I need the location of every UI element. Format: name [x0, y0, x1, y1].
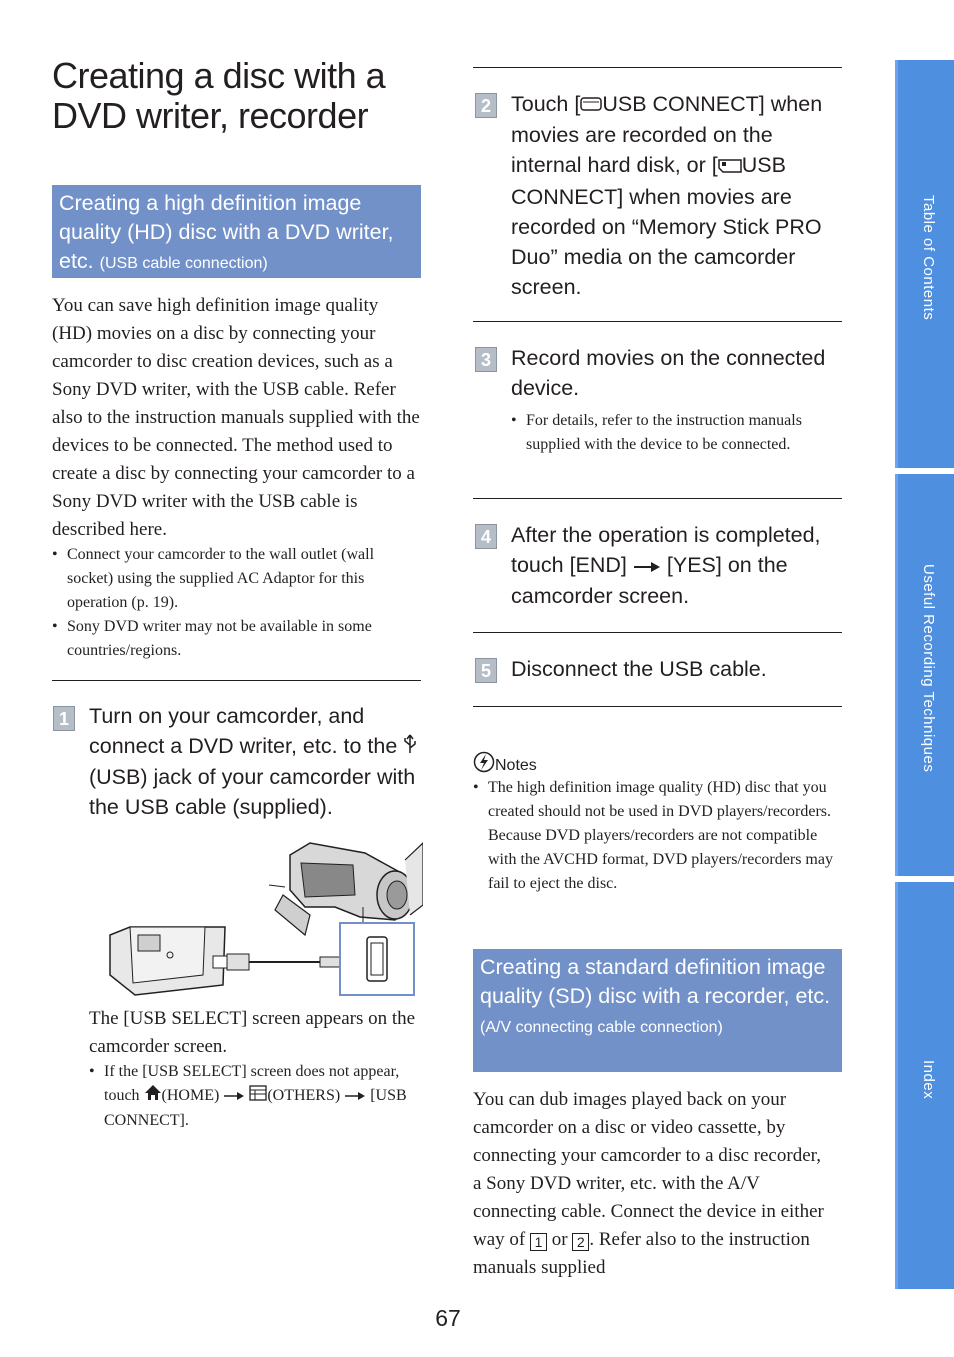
step-4-text: [511, 520, 843, 611]
connection-option-2: 2: [572, 1233, 589, 1251]
step-5-number: 5: [475, 658, 497, 683]
hd-bullets: [52, 543, 422, 663]
sd-intro-b: . Refer also to the instruction manuals supplied: [473, 1229, 810, 1278]
page-title: Creating a disc with a DVD writer, recorder: [52, 55, 386, 136]
hdd-icon: [580, 90, 602, 120]
arrow-icon: [633, 551, 661, 581]
tab-label: Index: [920, 1060, 937, 1100]
dvd-writer-icon: [110, 927, 225, 995]
divider: [473, 706, 842, 707]
hd-heading-note: (USB cable connection): [99, 255, 268, 272]
page-number: 67: [435, 1305, 461, 1331]
step-5-text: Disconnect the USB cable.: [511, 657, 767, 681]
step-3-number: 3: [475, 347, 497, 372]
step-1-number: 1: [53, 706, 75, 731]
memory-stick-icon: [718, 152, 742, 182]
divider: [473, 632, 842, 633]
usb-icon: [403, 732, 417, 762]
others-icon: [249, 1085, 267, 1109]
step-2-text: [511, 89, 841, 302]
sd-section-heading: [473, 949, 842, 1072]
step-1-note-d: [USB CONNECT].: [104, 1087, 407, 1129]
hd-intro: You can save high definition image quality (HD) movies on a disc by connecting your camcorder to disc creation devices, such as a Sony DVD writer, with the USB cable. Refer also to the instruction manuals supplied with the devices to be connected. The method used to create a disc by connecting your camcorder to a Sony DVD writer with the USB cable is described here.: [52, 295, 420, 540]
note-item: • The high definition image quality (HD) disc that you created should not be used in DVD players/recorders. Because DVD players/recorders are not compatible with the AVCHD format, DVD players/recorders may fail to eject the disc.: [473, 776, 842, 896]
tab-useful-recording-techniques[interactable]: [895, 474, 954, 876]
home-icon: [144, 1084, 162, 1109]
notes-list: [473, 776, 842, 896]
step-3-text: Record movies on the connected device.: [511, 346, 826, 400]
tab-table-of-contents[interactable]: [895, 60, 954, 468]
hd-heading-text: Creating a high definition image quality (HD) disc with a DVD writer, etc.: [59, 191, 394, 273]
sd-heading-text: Creating a standard definition image quality (SD) disc with a recorder, etc.: [480, 955, 831, 1008]
arrow-icon: [344, 1085, 366, 1109]
camcorder-icon: [269, 843, 423, 935]
sd-intro-or: or: [551, 1229, 568, 1250]
step-2-text-c: USB CONNECT] when movies are recorded on “Memory Stick PRO Duo” media on the camcorder screen.: [511, 153, 822, 299]
step-1-note-a: If the [USB SELECT] screen does not appear, touch: [104, 1063, 400, 1105]
sd-intro: [473, 1086, 833, 1282]
tab-label: Useful Recording Techniques: [920, 564, 937, 773]
divider: [52, 680, 421, 681]
divider: [473, 498, 842, 499]
arrow-icon: [223, 1085, 245, 1109]
step-4-text-b: [YES] on the camcorder screen.: [511, 553, 788, 609]
divider: [473, 67, 842, 68]
step-1-note-b: (HOME): [161, 1087, 220, 1105]
step-1-text-b: (USB) jack of your camcorder with the USB cable (supplied).: [89, 765, 416, 820]
hd-section-heading: [52, 185, 421, 278]
tab-label: Table of Contents: [920, 195, 937, 321]
tab-index[interactable]: [895, 882, 954, 1289]
step-1-notes: [89, 1060, 419, 1133]
connection-illustration: [105, 835, 423, 1000]
notes-label: Notes: [495, 757, 537, 775]
step-3-notes: [511, 409, 816, 457]
step-1-text-a: Turn on your camcorder, and connect a DVD writer, etc. to the: [89, 704, 398, 758]
step-1-note: [89, 1060, 419, 1133]
step-4-number: 4: [475, 524, 497, 549]
step-2-text-a: Touch [: [511, 92, 581, 116]
step-2-text-b: USB CONNECT] when movies are recorded on the internal hard disk, or [: [511, 92, 823, 178]
step-3-note: • For details, refer to the instruction manuals supplied with the device to be connected.: [511, 409, 816, 457]
step-1-text: [89, 701, 419, 822]
step-4-text-a: After the operation is completed, touch [END]: [511, 523, 821, 577]
hd-bullet: • Sony DVD writer may not be available in some countries/regions.: [52, 615, 422, 663]
connection-option-1: 1: [530, 1233, 547, 1251]
step-2-number: 2: [475, 93, 497, 118]
step-1-after: The [USB SELECT] screen appears on the camcorder screen.: [89, 1008, 416, 1057]
divider: [473, 321, 842, 322]
step-1-note-c: (OTHERS): [267, 1087, 341, 1105]
hd-bullet: • Connect your camcorder to the wall outlet (wall socket) using the supplied AC Adaptor for this operation (p. 19).: [52, 543, 422, 615]
sd-heading-note: (A/V connecting cable connection): [480, 1019, 723, 1036]
sd-intro-a: You can dub images played back on your camcorder on a disc or video cassette, by connecting your camcorder to a disc recorder, a Sony DVD writer, etc. with the A/V connecting cable. Connect the device in either way of: [473, 1089, 824, 1250]
